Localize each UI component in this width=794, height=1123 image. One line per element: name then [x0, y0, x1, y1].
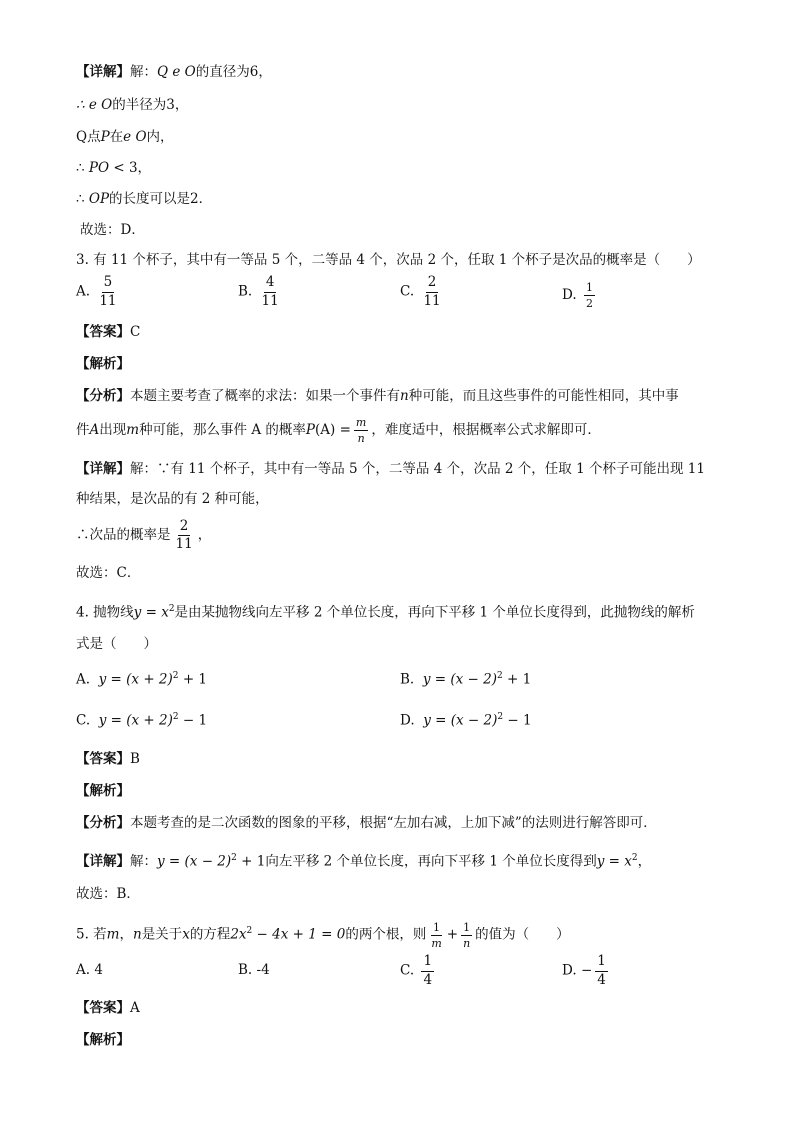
- q4-option-b: B. $y = (x - 2)^2 + 1$: [400, 671, 532, 688]
- q5-frac-n: $\frac{1}{n}$: [463, 920, 471, 950]
- q3-option-a: A. $\frac{5}{11}$: [76, 274, 117, 309]
- q3-fenxi-line-1: 【分析】本题主要考查了概率的求法：如果一个事件有n种可能，而且这些事件的可能性相同，其中事: [76, 388, 679, 404]
- detail-tag: 【详解】: [76, 64, 130, 80]
- q3-detail-line-1: 【详解】解：∵有 11 个杯子，其中有一等品 5 个，二等品 4 个，次品 2 个，任取 1 个杯子可能出现 11: [76, 461, 705, 477]
- q4-answer: 【答案】B: [76, 751, 140, 767]
- probability-fraction: $\frac{m}{n}$: [355, 416, 367, 445]
- q3-a-fraction: $\frac{5}{11}$: [99, 274, 117, 309]
- q4-option-d: D. $y = (x - 2)^2 - 1$: [400, 712, 532, 729]
- q3-b-fraction: $\frac{4}{11}$: [261, 274, 279, 309]
- detail-line-5: ∴ OP的长度可以是2．: [76, 191, 213, 207]
- q3-detail-line-3: ∴次品的概率是 $\frac{2}{11}$ ，: [76, 517, 212, 552]
- q5-option-d: D. − $\frac{1}{4}$: [562, 953, 606, 988]
- q3-option-d: D. $\frac{1}{2}$: [562, 281, 593, 310]
- q4-detail: 【详解】解：$y = (x - 2)^2 + 1$向左平移 2 个单位长度，再向下平移 1 个单位长度得到$y = x^2$，: [76, 853, 652, 870]
- choose-line-block0: 故选：D．: [80, 222, 145, 238]
- q3-stem: 3. 有 11 个杯子，其中有一等品 5 个，二等品 4 个，次品 2 个，任取 1 个杯子是次品的概率是（ ）: [76, 252, 701, 268]
- q3-option-c: C. $\frac{2}{11}$: [400, 274, 441, 309]
- q3-option-b: B. $\frac{4}{11}$: [238, 274, 279, 309]
- q4-choose: 故选：B．: [76, 886, 140, 902]
- detail-line-3: Q点P在e O内，: [76, 129, 174, 145]
- q4-option-a: A. $y = (x + 2)^2 + 1$: [76, 671, 208, 688]
- detail-line-2: ∴ e O的半径为3，: [76, 97, 189, 113]
- q5-option-a: A. 4: [76, 962, 103, 978]
- q3-choose: 故选：C．: [76, 565, 141, 581]
- q4-stem-line-1: 4. 抛物线$y = x^2$是由某抛物线向左平移 2 个单位长度，再向下平移 1 个单位长度得到，此抛物线的解析: [76, 604, 695, 621]
- q5-d-fraction: $\frac{1}{4}$: [597, 953, 606, 988]
- q5-frac-m: $\frac{1}{m}$: [431, 920, 442, 950]
- q5-option-c: C. $\frac{1}{4}$: [400, 953, 433, 988]
- q4-stem-line-2: 式是（ ）: [76, 636, 157, 652]
- q3-c-fraction: $\frac{2}{11}$: [423, 274, 441, 309]
- q5-analysis-tag: 【解析】: [76, 1032, 130, 1048]
- q3-d-fraction: $\frac{1}{2}$: [585, 281, 593, 310]
- q4-analysis-tag: 【解析】: [76, 783, 130, 799]
- q4-option-c: C. $y = (x + 2)^2 - 1$: [76, 712, 208, 729]
- q3-analysis-tag: 【解析】: [76, 356, 130, 372]
- q3-result-fraction: $\frac{2}{11}$: [175, 517, 193, 552]
- q4-fenxi: 【分析】本题考查的是二次函数的图象的平移，根据“左加右减，上加下减”的法则进行解答即可．: [76, 815, 657, 831]
- detail-line-4: ∴ PO < 3，: [76, 160, 152, 176]
- q5-answer: 【答案】A: [76, 1000, 140, 1016]
- q3-detail-line-2: 种结果，是次品的有 2 种可能，: [76, 491, 269, 507]
- q3-fenxi-line-2: 件A出现m种可能，那么事件 A 的概率P(A) = $\frac{m}{n}$ ，难度适中，根据概率公式求解即可．: [76, 416, 601, 445]
- q5-c-fraction: $\frac{1}{4}$: [423, 953, 433, 988]
- q5-option-b: B. -4: [238, 962, 270, 978]
- q3-answer: 【答案】C: [76, 324, 141, 340]
- detail-line-1: 【详解】解：Q e O的直径为6，: [76, 64, 272, 80]
- q5-stem: 5. 若m，n是关于x的方程$2x^2 - 4x + 1 = 0$的两个根，则 $\frac{1}{m}$ + $\frac{1}{n}$ 的值为（ ）: [76, 920, 570, 950]
